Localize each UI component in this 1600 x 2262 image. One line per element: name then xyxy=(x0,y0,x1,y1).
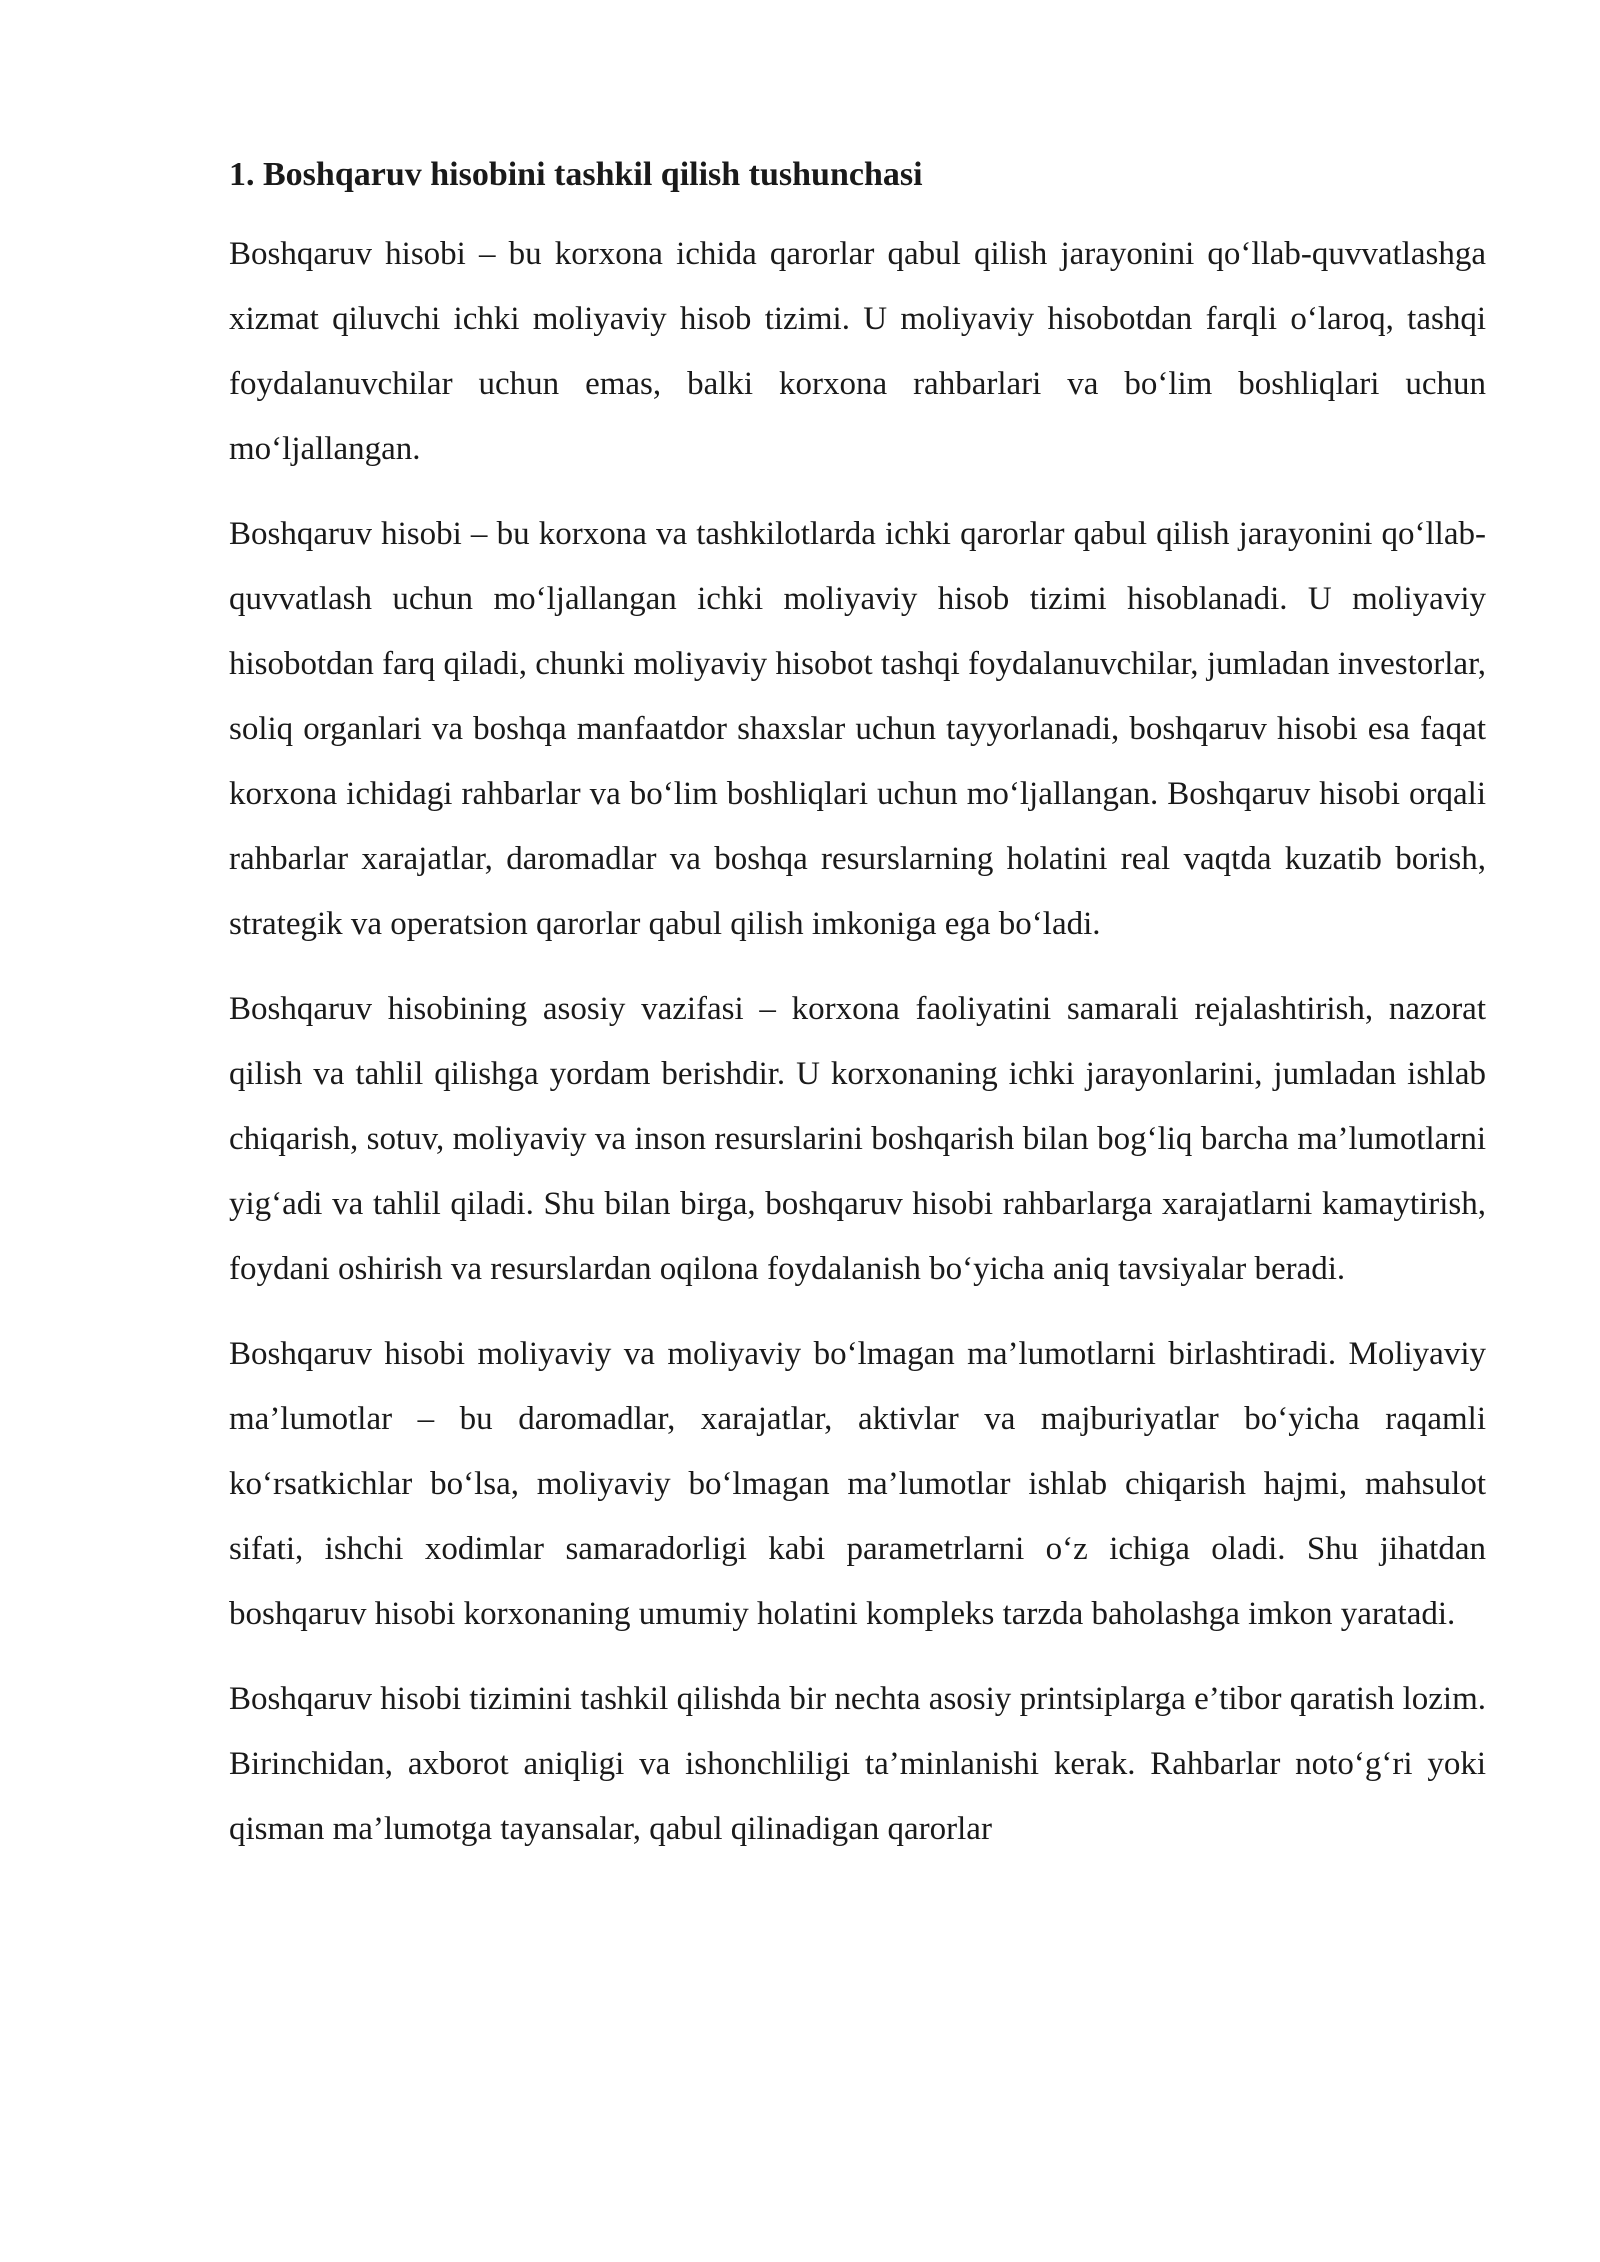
paragraph-3: Boshqaruv hisobining asosiy vazifasi – korxona faoliyatini samarali rejalashtirish, nazorat qilish va tahlil qilishga yordam berishdir. U korxonaning ichki jarayonlarini, jumladan ishlab chiqarish, sotuv, moliyaviy va inson resurslarini boshqarish bilan bog‘liq barcha ma’lumotlarni yig‘adi va tahlil qiladi. Shu bilan birga, boshqaruv hisobi rahbarlarga xarajatlarni kamaytirish, foydani oshirish va resurslardan oqilona foydalanish bo‘yicha aniq tavsiyalar beradi. xyxy=(229,991,1486,1287)
paragraph-2: Boshqaruv hisobi – bu korxona va tashkilotlarda ichki qarorlar qabul qilish jarayonini qo‘llab-quvvatlash uchun mo‘ljallangan ichki moliyaviy hisob tizimi hisoblanadi. U moliyaviy hisobotdan farq qiladi, chunki moliyaviy hisobot tashqi foydalanuvchilar, jumladan investorlar, soliq organlari va boshqa manfaatdor shaxslar uchun tayyorlanadi, boshqaruv hisobi esa faqat korxona ichidagi rahbarlar va bo‘lim boshliqlari uchun mo‘ljallangan. Boshqaruv hisobi orqali rahbarlar xarajatlar, daromadlar va boshqa resurslarning holatini real vaqtda kuzatib borish, strategik va operatsion qarorlar qabul qilish imkoniga ega bo‘ladi. xyxy=(229,516,1486,942)
paragraph-4: Boshqaruv hisobi moliyaviy va moliyaviy bo‘lmagan ma’lumotlarni birlashtiradi. Moliyaviy ma’lumotlar – bu daromadlar, xarajatlar, aktivlar va majburiyatlar bo‘yicha raqamli ko‘rsatkichlar bo‘lsa, moliyaviy bo‘lmagan ma’lumotlar ishlab chiqarish hajmi, mahsulot sifati, ishchi xodimlar samaradorligi kabi parametrlarni o‘z ichiga oladi. Shu jihatdan boshqaruv hisobi korxonaning umumiy holatini kompleks tarzda baholashga imkon yaratadi. xyxy=(229,1336,1486,1632)
paragraph-1: Boshqaruv hisobi – bu korxona ichida qarorlar qabul qilish jarayonini qo‘llab-quvvatlashga xizmat qiluvchi ichki moliyaviy hisob tizimi. U moliyaviy hisobotdan farqli o‘laroq, tashqi foydalanuvchilar uchun emas, balki korxona rahbarlari va bo‘lim boshliqlari uchun mo‘ljallangan. xyxy=(229,236,1486,467)
section-heading: 1. Boshqaruv hisobini tashkil qilish tushunchasi xyxy=(229,156,923,193)
document-body xyxy=(229,150,1486,1882)
paragraph-5: Boshqaruv hisobi tizimini tashkil qilishda bir nechta asosiy printsiplarga e’tibor qaratish lozim. Birinchidan, axborot aniqligi va ishonchliligi ta’minlanishi kerak. Rahbarlar noto‘g‘ri yoki qisman ma’lumotga tayansalar, qabul qilinadigan qarorlar xyxy=(229,1681,1486,1847)
